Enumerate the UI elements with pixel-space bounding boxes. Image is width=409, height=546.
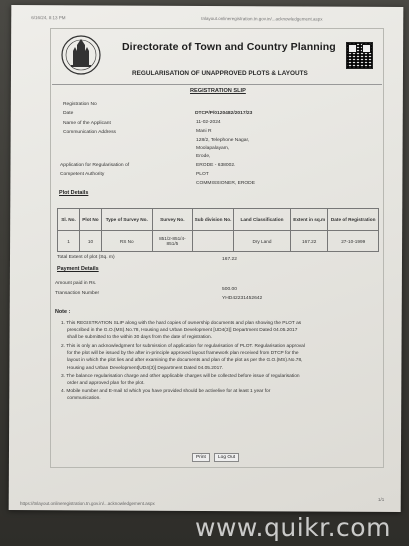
note-line: layout in which the plot lies and after examining the documents and plan of the plot as per the G.O.(MS).No.78, bbox=[67, 358, 303, 364]
site-watermark: www.quikr.com bbox=[195, 513, 391, 542]
applicant-name-value: Mani R bbox=[196, 129, 212, 134]
note-line: 3. The balance regularisation charge and other applicable charges will be collected before issue of regularisation bbox=[61, 374, 300, 379]
application-label: Application for Regularisation of bbox=[60, 163, 130, 168]
address-line-3: Erode, bbox=[196, 154, 211, 159]
column-header: Date of Registration bbox=[328, 209, 379, 231]
table-cell: Dry Land bbox=[233, 231, 290, 252]
column-header: Sl. No. bbox=[58, 209, 80, 231]
note-line: 4. Mobile number and E-mail Id which you have provided should be activelive for at least 1 year for bbox=[61, 389, 271, 394]
total-extent-label: Total Extent of plot (Sq. m) bbox=[57, 255, 115, 260]
communication-address-label: Communication Address bbox=[63, 130, 117, 135]
print-url-top: tnlayout.onlineregistration.tn.gov.in/...acknowledgement.aspx bbox=[201, 15, 323, 22]
note-item-1 bbox=[61, 320, 301, 342]
note-line: Housing and Urban Development[UD4(3)] Department Dated 04.05.2017. bbox=[67, 365, 224, 371]
column-header: Sub division No. bbox=[193, 209, 234, 231]
date-label: Date bbox=[63, 111, 74, 116]
competent-authority-label: Competent Authority bbox=[60, 172, 105, 177]
competent-authority-value: COMMISSIONER, ERODE bbox=[196, 181, 255, 186]
note-line: 2. This is only an acknowledgment for submission of application for regularisation of PLOT. Regularisation approval bbox=[61, 344, 305, 349]
table-cell: 1 bbox=[58, 231, 80, 252]
note-line: communication. bbox=[67, 396, 101, 402]
table-cell: RS No bbox=[101, 231, 152, 252]
date-value: 11-02-2024 bbox=[196, 120, 221, 125]
note-line: order and approved plan for the plot. bbox=[67, 381, 145, 387]
print-url-bottom: https://tnlayout.onlineregistration.tn.gov.in/...acknowledgement.aspx bbox=[20, 501, 155, 506]
transaction-number-label: Transaction Number bbox=[55, 291, 100, 296]
page-subtitle: REGULARISATION OF UNAPPROVED PLOTS & LAYOUTS bbox=[132, 70, 308, 77]
qr-code-icon bbox=[346, 42, 373, 69]
column-header: Survey No. bbox=[152, 209, 193, 231]
page-title: Directorate of Town and Country Planning bbox=[122, 41, 336, 53]
total-extent-value: 167.22 bbox=[222, 257, 237, 262]
payment-details-heading: Payment Details bbox=[57, 266, 99, 272]
header-divider bbox=[52, 84, 382, 85]
address-line-4: ERODE - 638002. bbox=[196, 163, 236, 168]
tn-government-emblem-icon bbox=[60, 33, 102, 78]
plot-details-heading: Plot Details bbox=[59, 190, 89, 196]
note-line: 1. This REGISTRATION SLIP along with the hard copies of ownership documents and plan showing the PLOT as bbox=[61, 321, 302, 326]
column-header: Extent in sq.m bbox=[291, 209, 328, 231]
table-cell: 27-10-1999 bbox=[328, 231, 379, 252]
note-item-4 bbox=[61, 388, 270, 402]
note-line: prescribed in the G.O.(MS).No.78, Housing and Urban Development [UD4(3)] Department Dated 04.05.2017 bbox=[67, 328, 298, 334]
note-line: for the plot will be issued by the after in-principle approved layout framework plan received from DTCP for the bbox=[67, 351, 299, 357]
column-header: Plot No bbox=[79, 209, 101, 231]
address-line-2: Moolapalayam, bbox=[196, 146, 230, 151]
print-timestamp: 6/16/24, 8:13 PM bbox=[31, 15, 66, 21]
table-cell bbox=[193, 231, 234, 252]
amount-paid-value: 500.00 bbox=[222, 287, 237, 292]
amount-paid-label: Amount paid in Rs. bbox=[55, 281, 97, 286]
print-page-number: 1/1 bbox=[378, 497, 385, 502]
registration-slip-title: REGISTRATION SLIP bbox=[190, 88, 246, 94]
table-cell: 10 bbox=[79, 231, 101, 252]
table-header-row bbox=[58, 209, 379, 231]
transaction-number-value: YHD42231452642 bbox=[222, 296, 263, 301]
table-cell: 851/2-851/4-851/5 bbox=[152, 231, 193, 252]
column-header: Land Classification bbox=[233, 209, 290, 231]
note-heading: Note : bbox=[55, 309, 71, 315]
application-value: PLOT bbox=[196, 172, 209, 177]
column-header: Type of Survey No. bbox=[101, 209, 152, 231]
print-button[interactable]: Print bbox=[192, 453, 210, 462]
registration-no-value: DTCP/P/0120482/2017/23 bbox=[195, 111, 253, 116]
applicant-name-label: Name of the Applicant bbox=[63, 121, 111, 126]
registration-no-label: Registration No bbox=[63, 102, 97, 107]
note-item-2 bbox=[61, 343, 305, 372]
logout-button[interactable]: Log Out bbox=[214, 453, 239, 462]
table-cell: 167.22 bbox=[291, 231, 328, 252]
note-line: shall be submitted to the within 30 days from the date of registration. bbox=[67, 335, 213, 341]
table-row bbox=[58, 231, 379, 252]
note-item-3 bbox=[61, 373, 300, 387]
plot-details-table bbox=[57, 208, 379, 252]
address-line-1: 128/2, Telephone Nagar, bbox=[196, 138, 250, 143]
